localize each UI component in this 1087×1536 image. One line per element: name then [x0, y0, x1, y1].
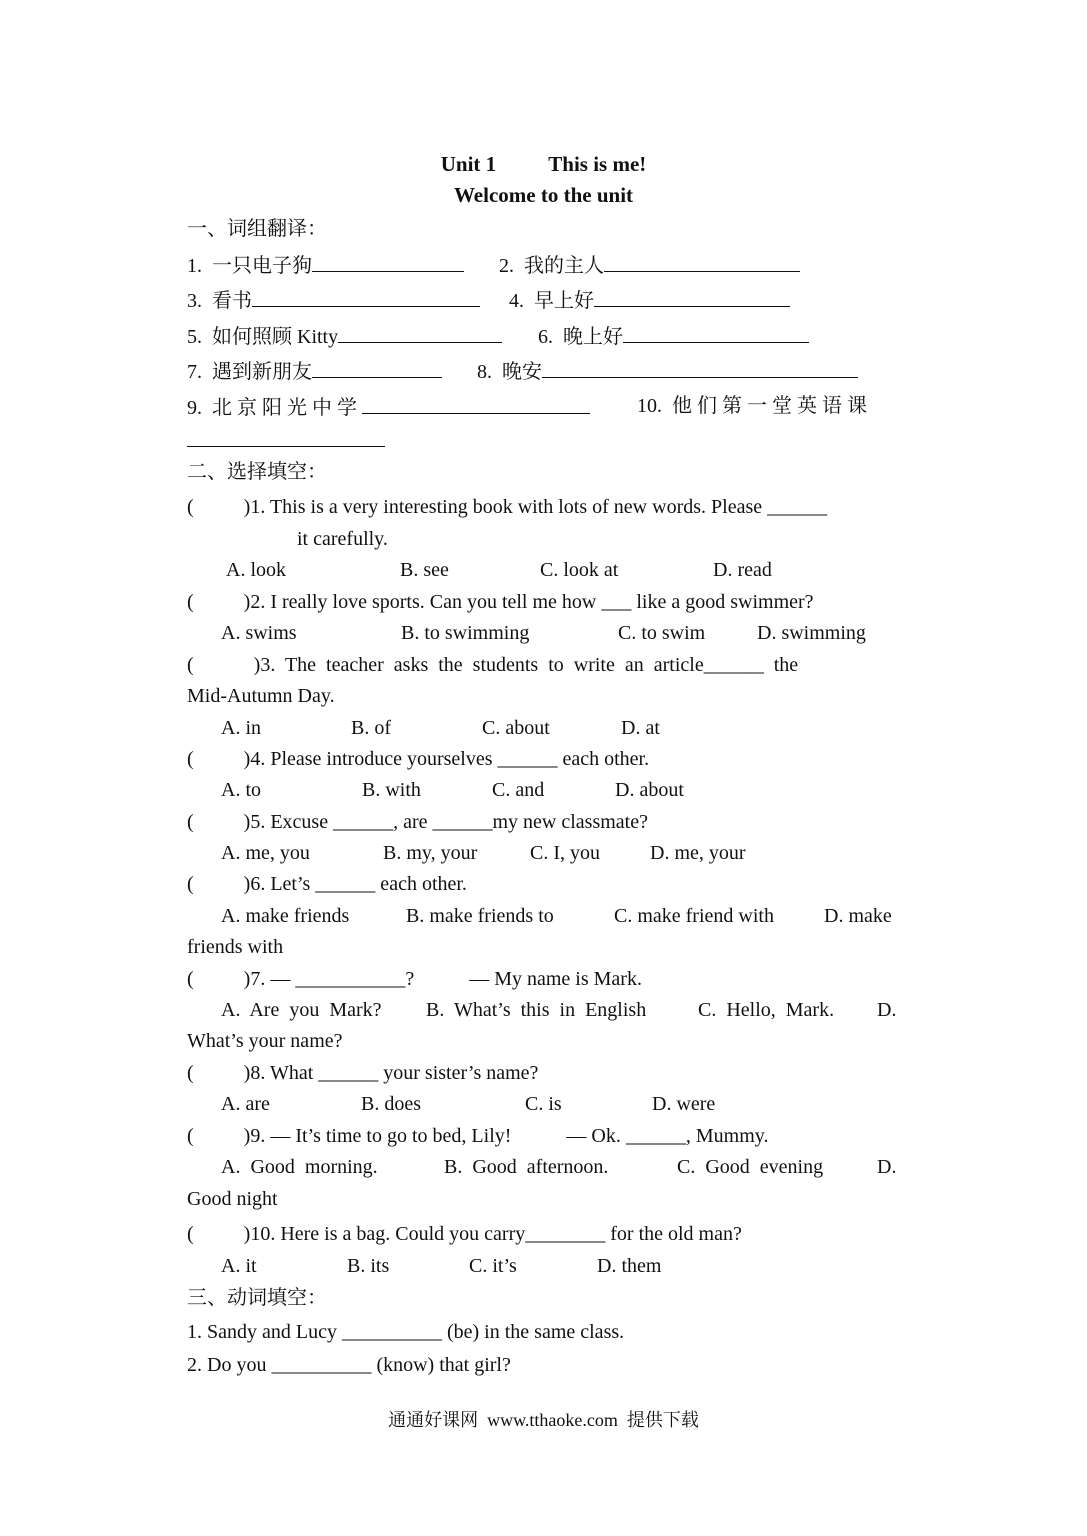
- option: A. make friends: [221, 905, 350, 927]
- section-heading-choice: 二、选择填空：: [187, 461, 327, 483]
- answer-blank: [187, 446, 385, 447]
- answer-blank: [312, 358, 442, 378]
- answer-blank: [252, 287, 480, 307]
- question-7: ( )7. — ___________? — My name is Mark.: [187, 968, 642, 990]
- option: D. were: [652, 1093, 716, 1115]
- option: A. to: [221, 779, 261, 801]
- answer-blank: [604, 252, 800, 272]
- option: B. its: [347, 1255, 390, 1277]
- option: C. about: [482, 717, 550, 739]
- option: B. my, your: [383, 842, 478, 864]
- option: A. Good morning.: [221, 1156, 378, 1178]
- option: B. make friends to: [406, 905, 554, 927]
- question-6: ( )6. Let’s ______ each other.: [187, 873, 467, 895]
- question-3-cont: Mid-Autumn Day.: [187, 685, 335, 707]
- section-heading-translation: 一、词组翻译：: [187, 218, 327, 240]
- option: C. Hello, Mark.: [698, 999, 835, 1021]
- question-3: ( )3. The teacher asks the students to write an article______ the: [187, 654, 799, 676]
- phrase-item: 7. 遇到新朋友: [187, 358, 442, 384]
- answer-blank: [338, 323, 502, 343]
- page-footer: 通通好课网 www.tthaoke.com 提供下载: [388, 1410, 699, 1430]
- phrase-item: 8. 晚安: [477, 358, 858, 384]
- verb-item: 1. Sandy and Lucy __________ (be) in the same class.: [187, 1321, 625, 1343]
- option-cont: friends with: [187, 936, 284, 958]
- verb-item: 2. Do you __________ (know) that girl?: [187, 1354, 511, 1376]
- option: D. me, your: [650, 842, 746, 864]
- option: A. me, you: [221, 842, 310, 864]
- option: D.: [877, 1156, 897, 1178]
- option: B. with: [362, 779, 421, 801]
- option: B. What’s this in English: [426, 999, 647, 1021]
- option: A. are: [221, 1093, 270, 1115]
- question-1-cont: it carefully.: [297, 528, 388, 550]
- question-4: ( )4. Please introduce yourselves ______ each other.: [187, 748, 650, 770]
- question-5: ( )5. Excuse ______, are ______my new classmate?: [187, 811, 648, 833]
- answer-blank: [312, 252, 464, 272]
- option: B. does: [361, 1093, 421, 1115]
- option: D. about: [615, 779, 684, 801]
- option: A. it: [221, 1255, 257, 1277]
- option: C. Good evening: [677, 1156, 824, 1178]
- phrase-item: 6. 晚上好: [538, 323, 809, 349]
- option: D.: [877, 999, 897, 1021]
- option-cont: What’s your name?: [187, 1030, 343, 1052]
- option: B. to swimming: [401, 622, 530, 644]
- question-1: ( )1. This is a very interesting book with lots of new words. Please ______: [187, 496, 828, 518]
- question-8: ( )8. What ______ your sister’s name?: [187, 1062, 539, 1084]
- option: D. them: [597, 1255, 662, 1277]
- option: D. make: [824, 905, 892, 927]
- answer-blank: [542, 358, 858, 378]
- option: A. look: [226, 559, 286, 581]
- option: D. swimming: [757, 622, 866, 644]
- option: C. and: [492, 779, 545, 801]
- option: A. Are you Mark?: [221, 999, 382, 1021]
- option-cont: Good night: [187, 1188, 278, 1210]
- option: A. swims: [221, 622, 297, 644]
- option: C. make friend with: [614, 905, 774, 927]
- unit-title: Unit 1 This is me!: [440, 152, 647, 176]
- option: C. look at: [540, 559, 619, 581]
- phrase-item: 3. 看书: [187, 287, 480, 313]
- answer-blank: [594, 287, 790, 307]
- phrase-item: 9. 北 京 阳 光 中 学: [187, 394, 590, 420]
- section-heading-verbs: 三、动词填空：: [187, 1287, 327, 1309]
- option: B. Good afternoon.: [444, 1156, 609, 1178]
- option: C. is: [525, 1093, 562, 1115]
- option: C. it’s: [469, 1255, 517, 1277]
- answer-blank: [623, 323, 809, 343]
- option: D. at: [621, 717, 660, 739]
- phrase-item: 4. 早上好: [509, 287, 790, 313]
- option: D. read: [713, 559, 772, 581]
- option: C. to swim: [618, 622, 706, 644]
- option: A. in: [221, 717, 261, 739]
- phrase-item: 1. 一只电子狗: [187, 252, 464, 278]
- phrase-item: 2. 我的主人: [499, 252, 800, 278]
- phrase-item: 5. 如何照顾 Kitty: [187, 323, 502, 349]
- option: B. see: [400, 559, 449, 581]
- lesson-subtitle: Welcome to the unit: [453, 183, 634, 207]
- option: C. I, you: [530, 842, 600, 864]
- option: B. of: [351, 717, 391, 739]
- question-9: ( )9. — It’s time to go to bed, Lily! — Ok. ______, Mummy.: [187, 1125, 769, 1147]
- question-10: ( )10. Here is a bag. Could you carry________ for the old man?: [187, 1223, 742, 1245]
- phrase-item: 10. 他 们 第 一 堂 英 语 课: [637, 395, 867, 417]
- question-2: ( )2. I really love sports. Can you tell me how ___ like a good swimmer?: [187, 591, 814, 613]
- answer-blank: [362, 394, 590, 414]
